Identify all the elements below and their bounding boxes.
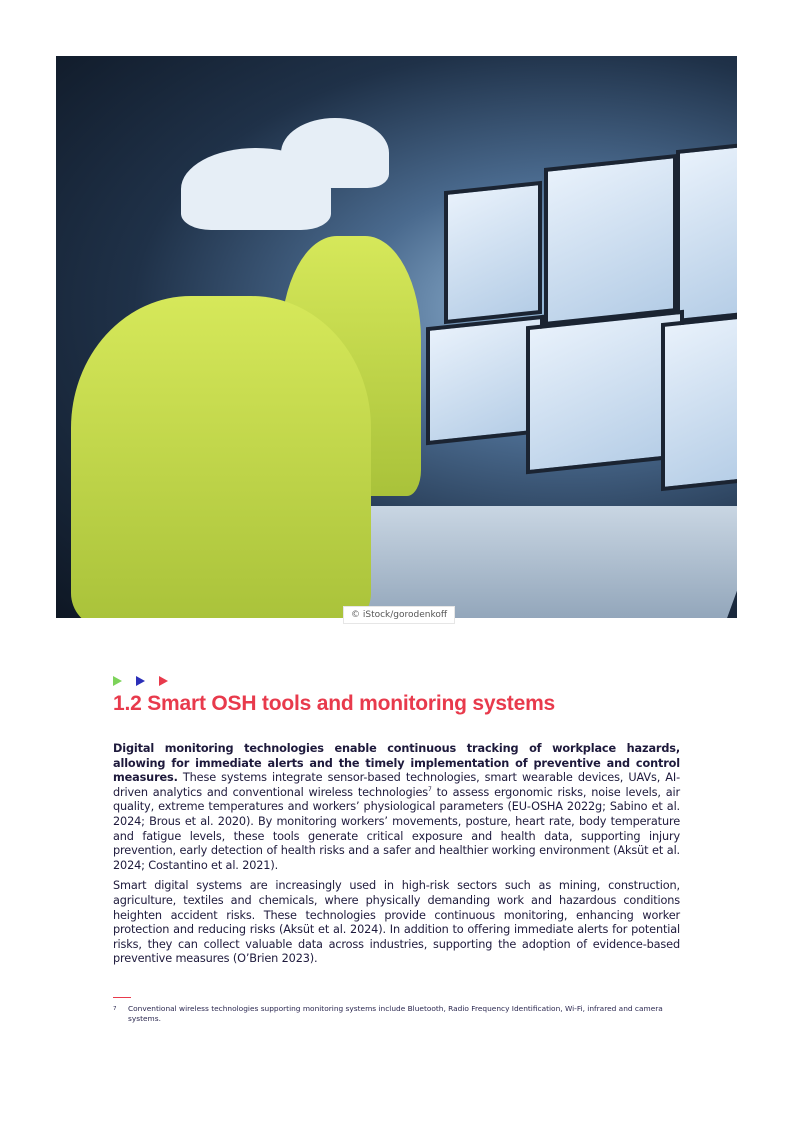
body-flow — [113, 742, 680, 1024]
triangle-arrow-icon — [136, 676, 145, 686]
triangle-arrow-icon — [113, 676, 122, 686]
footnote-divider — [113, 997, 131, 998]
paragraph-2 — [113, 879, 680, 967]
paragraph-text: to assess ergonomic risks, noise levels, air quality, extreme temperatures and workers’ physiological parameters (EU-OSHA 2022g; Sabino et al. 2024; Brous et al. 2020). By monitoring workers’ movements, posture, heart rate, body temperature and fatigue levels, these tools generate critical exposure and health data, supporting injury prevention, early detection of health risks and a safer and healthier working environment (Aksüt et al. 2024; Costantino et al. 2021). — [113, 785, 680, 872]
helmet — [181, 148, 331, 230]
paragraph-text: Smart digital systems are increasingly used in high-risk sectors such as mining, construction, agriculture, textiles and chemicals, where physically demanding work and hazardous conditions heighten accident risks. These technologies provide continuous monitoring, enhancing worker protection and reducing risks (Aksüt et al. 2024). In addition to offering immediate alerts for potential risks, they can collect valuable data across industries, supporting the adoption of evidence-based preventive measures (O’Brien 2023). — [113, 879, 680, 966]
image-credit: © iStock/gorodenkoff — [343, 606, 455, 624]
footnote — [113, 1004, 680, 1024]
footnote-text: Conventional wireless technologies supporting monitoring systems include Bluetooth, Radio Frequency Identification, Wi-Fi, infrared and camera systems. — [128, 1003, 663, 1023]
monitor — [661, 313, 737, 491]
monitor — [444, 181, 542, 324]
triangle-arrow-icon — [159, 676, 168, 686]
decorative-arrows — [113, 676, 168, 686]
paragraph-text: These systems integrate sensor-based technologies, smart wearable devices, UAVs, AI-driven analytics and conventional wireless technologies — [113, 771, 680, 799]
monitor — [676, 142, 737, 323]
monitor — [544, 154, 677, 326]
section-heading: 1.2 Smart OSH tools and monitoring systems — [113, 692, 556, 715]
worker-woman — [71, 296, 371, 618]
footnote-reference[interactable]: 7 — [428, 786, 432, 794]
footnote-number: 7 — [113, 1005, 117, 1012]
hero-photo-engineers-at-monitors — [56, 56, 737, 618]
paragraph-lead: Digital monitoring technologies enable continuous tracking of workplace hazards, allowing for immediate alerts and the timely implementation of preventive and control measures. — [113, 742, 680, 785]
paragraph-1 — [113, 742, 680, 873]
